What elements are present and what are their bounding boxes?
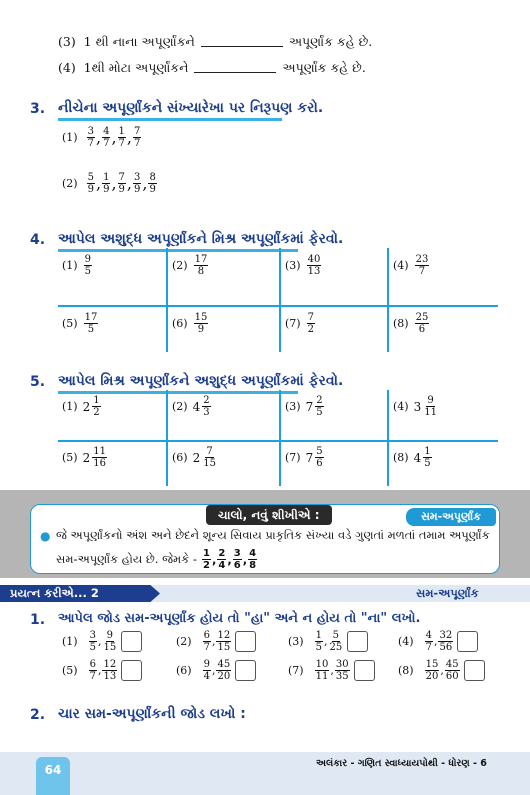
q4-cell <box>62 254 93 277</box>
page-number: 64 <box>36 757 70 795</box>
question-number: 3. <box>30 101 46 117</box>
denominator: 7 <box>118 138 125 149</box>
comma: , <box>126 174 132 193</box>
mixed-number <box>193 446 218 469</box>
numerator: 12 <box>103 659 117 670</box>
fraction <box>423 395 438 418</box>
whole-part: 2 <box>192 450 201 465</box>
fraction <box>315 659 330 682</box>
numerator: 5 <box>316 446 323 457</box>
comma: , <box>330 664 334 677</box>
denominator: 9 <box>103 184 110 195</box>
numerator: 1 <box>424 446 431 457</box>
denominator: 4 <box>203 671 210 682</box>
fraction <box>307 312 315 335</box>
answer-box[interactable] <box>121 660 142 681</box>
mixed-number <box>83 446 108 469</box>
title-underline <box>58 249 298 252</box>
numerator: 7 <box>206 446 213 457</box>
q4-cell <box>62 312 99 335</box>
denominator: 13 <box>103 671 117 682</box>
pair-item <box>62 630 142 653</box>
answer-box[interactable] <box>464 660 485 681</box>
denominator: 11 <box>424 407 437 418</box>
numerator: 32 <box>439 630 453 641</box>
denominator: 20 <box>217 671 231 682</box>
fraction <box>415 254 430 277</box>
pair-item <box>288 659 375 682</box>
fraction <box>315 446 323 469</box>
grid-divider <box>166 390 168 486</box>
q5-cell <box>62 395 102 418</box>
fraction <box>423 446 431 469</box>
answer-box[interactable] <box>235 631 256 652</box>
item-label: (1) <box>62 400 78 413</box>
pair-item <box>398 659 485 682</box>
item-label: (4) <box>393 259 409 272</box>
comma: , <box>440 664 444 677</box>
comma: , <box>242 552 248 567</box>
denominator: 2 <box>93 407 100 418</box>
numerator: 5 <box>332 630 340 641</box>
numerator: 3 <box>134 172 141 183</box>
fraction <box>445 659 460 682</box>
fraction <box>194 254 209 277</box>
fraction <box>102 659 117 682</box>
grid-divider <box>387 248 389 352</box>
denominator: 8 <box>197 266 205 277</box>
fraction <box>415 312 430 335</box>
numerator: 1 <box>203 548 211 559</box>
answer-box[interactable] <box>235 660 256 681</box>
comma: , <box>227 552 232 567</box>
fraction <box>133 172 141 195</box>
denominator: 5 <box>316 407 323 418</box>
blank-line[interactable] <box>194 72 276 73</box>
denominator: 9 <box>118 184 125 195</box>
item-4: (4) 1થી મોટા અપૂર્ણાંકને અપૂર્ણાંક કહે છે. <box>58 60 366 75</box>
comma: , <box>211 664 216 677</box>
question-title: આપેલ અશુદ્ધ અપૂર્ણાંકને મિશ્ર અપૂર્ણાંકમાં ફેરવો. <box>58 231 344 247</box>
denominator: 9 <box>149 184 156 195</box>
numerator: 4 <box>249 548 257 559</box>
bullet-icon: ● <box>40 529 51 543</box>
fraction <box>84 312 99 335</box>
question-title: નીચેના અપૂર્ણાંકને સંખ્યારેખા પર નિરૂપણ કરો. <box>58 100 324 116</box>
answer-box[interactable] <box>354 660 375 681</box>
comma: , <box>97 664 102 677</box>
q5-cell <box>62 446 108 469</box>
q5-cell <box>172 446 218 469</box>
numerator: 9 <box>106 630 114 641</box>
question-title: ચાર સમ-અપૂર્ણાંકની જોડ લખો : <box>58 706 246 722</box>
whole-part: 4 <box>192 399 201 414</box>
denominator: 7 <box>87 138 94 149</box>
q5-cell <box>393 446 433 469</box>
question-number: 5. <box>30 374 46 390</box>
q5-cell <box>285 446 325 469</box>
fraction <box>194 312 209 335</box>
whole-part: 4 <box>413 450 422 465</box>
denominator: 9 <box>134 184 141 195</box>
comma: , <box>126 128 132 147</box>
numerator: 45 <box>217 659 231 670</box>
numerator: 1 <box>93 395 100 406</box>
fraction <box>315 395 323 418</box>
numerator: 2 <box>218 548 226 559</box>
numerator: 17 <box>84 312 98 323</box>
mixed-number <box>193 395 212 418</box>
denominator: 5 <box>89 642 96 653</box>
item-label: (7) <box>288 664 304 677</box>
numerator: 3 <box>89 630 96 641</box>
numerator: 1 <box>315 630 322 641</box>
learn-text-line2: સમ-અપૂર્ણાંક હોય છે. જેમકે - $\frac{1}{2}$ , $\frac{2}{4}$ , $\frac{3}{6}$ , $\frac{4}{8}$ <box>56 548 257 571</box>
denominator: 4 <box>218 560 226 571</box>
fraction <box>216 659 231 682</box>
denominator: 8 <box>249 560 257 571</box>
whole-part: 2 <box>82 450 91 465</box>
item-label: (4) <box>398 635 414 648</box>
fraction <box>102 630 117 653</box>
q5-cell <box>172 395 212 418</box>
q4-cell <box>172 312 209 335</box>
comma: , <box>212 552 217 567</box>
grid-divider <box>279 248 281 352</box>
fraction <box>203 630 211 653</box>
denominator: 16 <box>93 458 106 469</box>
fraction <box>248 548 257 571</box>
denominator: 7 <box>418 266 426 277</box>
numerator: 9 <box>203 659 210 670</box>
numerator: 7 <box>118 172 125 183</box>
denominator: 6 <box>418 324 426 335</box>
item-label: (5) <box>62 664 78 677</box>
grid-divider <box>58 305 498 307</box>
fraction <box>87 126 95 149</box>
fraction <box>118 126 126 149</box>
pair-item <box>288 630 368 653</box>
denominator: 3 <box>203 407 210 418</box>
numerator: 15 <box>425 659 439 670</box>
numerator: 5 <box>87 172 94 183</box>
item-label: (1) <box>62 635 78 648</box>
try-label: પ્રયત્ન કરીએ... 2 <box>10 586 99 600</box>
fraction <box>203 659 211 682</box>
fraction <box>216 630 231 653</box>
fraction <box>92 446 107 469</box>
fraction <box>84 254 92 277</box>
denominator: 15 <box>103 642 117 653</box>
comma: , <box>95 128 102 147</box>
numerator: 7 <box>307 312 314 323</box>
pair-item <box>398 630 478 653</box>
q4-cell <box>285 254 322 277</box>
item-label: (4) <box>393 400 409 413</box>
item-label: (8) <box>393 451 409 464</box>
denominator: 2 <box>307 324 314 335</box>
numerator: 3 <box>233 548 241 559</box>
answer-box[interactable] <box>121 631 142 652</box>
denominator: 9 <box>197 324 205 335</box>
topic-tag: સમ-અપૂર્ણાંક <box>406 508 496 526</box>
denominator: 6 <box>233 560 241 571</box>
blank-line[interactable] <box>201 46 283 47</box>
denominator: 13 <box>307 266 321 277</box>
comma: , <box>95 174 102 193</box>
numerator: 25 <box>415 312 429 323</box>
mixed-number <box>414 395 439 418</box>
denominator: 7 <box>203 642 210 653</box>
numerator: 7 <box>134 126 141 137</box>
denominator: 9 <box>87 184 94 195</box>
numerator: 1 <box>118 126 125 137</box>
fraction <box>202 395 210 418</box>
fraction <box>118 172 126 195</box>
learn-banner: ચાલો, નવું શીખીએ : <box>206 505 332 525</box>
item-label: (3) <box>288 635 304 648</box>
numerator: 8 <box>149 172 156 183</box>
whole-part: 7 <box>305 399 314 414</box>
denominator: 25 <box>329 642 343 653</box>
fraction <box>102 172 110 195</box>
fraction <box>425 659 440 682</box>
comma: , <box>97 635 102 648</box>
denominator: 7 <box>89 671 96 682</box>
grid-divider <box>279 390 281 486</box>
fraction <box>233 548 242 571</box>
whole-part: 7 <box>305 450 314 465</box>
question-number: 4. <box>30 232 46 248</box>
mixed-number <box>83 395 102 418</box>
mixed-number <box>414 446 433 469</box>
denominator: 20 <box>425 671 439 682</box>
answer-box[interactable] <box>457 631 478 652</box>
learn-text-line1: જે અપૂર્ણાંકનો અંશ અને છેદને શૂન્ય સિવાય પ્રાકૃતિક સંખ્યા વડે ગુણતાં મળતાં તમામ અપૂર્ણાંક <box>56 528 490 542</box>
comma: , <box>433 635 438 648</box>
denominator: 56 <box>439 642 453 653</box>
fraction <box>307 254 322 277</box>
fraction <box>438 630 453 653</box>
numerator: 1 <box>103 172 110 183</box>
numerator: 6 <box>203 630 210 641</box>
denominator: 35 <box>335 671 349 682</box>
fraction <box>425 630 433 653</box>
numerator: 11 <box>93 446 106 457</box>
fraction <box>202 548 211 571</box>
item-label: (3) <box>285 400 301 413</box>
item-label: (7) <box>285 451 301 464</box>
item-label: (6) <box>176 664 192 677</box>
numerator: 23 <box>415 254 429 265</box>
numerator: 2 <box>203 395 210 406</box>
question-title: આપેલ જોડ સમ-અપૂર્ણાંક હોય તો "હા" અને ન હોય તો "ના" લખો. <box>58 611 421 626</box>
numerator: 9 <box>84 254 91 265</box>
numerator: 4 <box>425 630 432 641</box>
comma: , <box>323 635 328 648</box>
item-label: (5) <box>62 317 78 330</box>
q4-cell <box>172 254 209 277</box>
comma: , <box>111 128 117 147</box>
grid-divider <box>166 248 168 352</box>
q5-cell <box>285 395 325 418</box>
whole-part: 3 <box>413 399 422 414</box>
item-label: (1) <box>62 259 78 272</box>
denominator: 5 <box>84 266 91 277</box>
fraction <box>217 548 226 571</box>
q3-row-2: (2) $\frac{5}{9}$ , $\frac{1}{9}$ , $\frac{7}{9}$ , $\frac{3}{9}$ , $\frac{8}{9}$ <box>62 172 156 195</box>
item-label: (2) <box>176 635 192 648</box>
item-label: (5) <box>62 451 78 464</box>
whole-part: 2 <box>82 399 91 414</box>
fraction <box>102 126 110 149</box>
denominator: 11 <box>315 671 329 682</box>
item-label: (2) <box>172 400 188 413</box>
q4-cell <box>285 312 316 335</box>
item-label: (6) <box>172 451 188 464</box>
q3-row-1: (1) $\frac{3}{7}$ , $\frac{4}{7}$ , $\frac{1}{7}$ , $\frac{7}{7}$ <box>62 126 141 149</box>
q4-cell <box>393 254 430 277</box>
numerator: 15 <box>194 312 208 323</box>
fraction <box>89 659 97 682</box>
denominator: 15 <box>217 642 231 653</box>
fraction <box>328 630 343 653</box>
fraction <box>148 172 156 195</box>
denominator: 6 <box>316 458 323 469</box>
q4-cell <box>393 312 430 335</box>
fraction <box>133 126 141 149</box>
grid-divider <box>387 390 389 486</box>
answer-box[interactable] <box>347 631 368 652</box>
fraction <box>87 172 95 195</box>
grid-divider <box>58 440 498 442</box>
denominator: 15 <box>203 458 216 469</box>
pair-item <box>176 659 256 682</box>
denominator: 5 <box>87 324 95 335</box>
pair-item <box>176 630 256 653</box>
title-underline <box>58 391 298 394</box>
numerator: 17 <box>194 254 208 265</box>
item-label: (6) <box>172 317 188 330</box>
item-label: (7) <box>285 317 301 330</box>
try-topic: સમ-અપૂર્ણાંક <box>416 586 479 600</box>
mixed-number <box>306 446 325 469</box>
fraction <box>315 630 323 653</box>
numerator: 6 <box>89 659 96 670</box>
comma: , <box>111 174 117 193</box>
question-number: 2. <box>30 707 46 723</box>
denominator: 5 <box>315 642 322 653</box>
fraction <box>92 395 100 418</box>
comma: , <box>211 635 216 648</box>
q5-cell <box>393 395 439 418</box>
question-title: આપેલ મિશ્ર અપૂર્ણાંકને અશુદ્ધ અપૂર્ણાંકમાં ફેરવો. <box>58 373 344 389</box>
denominator: 5 <box>424 458 431 469</box>
numerator: 40 <box>307 254 321 265</box>
item-label: (8) <box>398 664 414 677</box>
numerator: 9 <box>427 395 434 406</box>
title-underline <box>58 118 282 121</box>
pair-item <box>62 659 142 682</box>
footer-text: અલંકાર - ગણિત સ્વાધ્યાયપોથી - ધોરણ - 6 <box>316 758 487 769</box>
numerator: 3 <box>87 126 94 137</box>
item-label: (2) <box>172 259 188 272</box>
fraction <box>202 446 217 469</box>
comma: , <box>142 174 148 193</box>
denominator: 7 <box>425 642 432 653</box>
denominator: 7 <box>134 138 141 149</box>
question-number: 1. <box>30 612 46 628</box>
item-3: (3) 1 થી નાના અપૂર્ણાંકને અપૂર્ણાંક કહે છે. <box>58 34 373 49</box>
mixed-number <box>306 395 325 418</box>
numerator: 12 <box>217 630 231 641</box>
fraction <box>335 659 350 682</box>
numerator: 45 <box>445 659 459 670</box>
numerator: 4 <box>103 126 110 137</box>
item-label: (3) <box>285 259 301 272</box>
numerator: 10 <box>315 659 329 670</box>
numerator: 30 <box>335 659 349 670</box>
denominator: 60 <box>445 671 459 682</box>
denominator: 7 <box>103 138 110 149</box>
item-label: (8) <box>393 317 409 330</box>
numerator: 2 <box>316 395 323 406</box>
fraction <box>89 630 97 653</box>
denominator: 2 <box>203 560 211 571</box>
